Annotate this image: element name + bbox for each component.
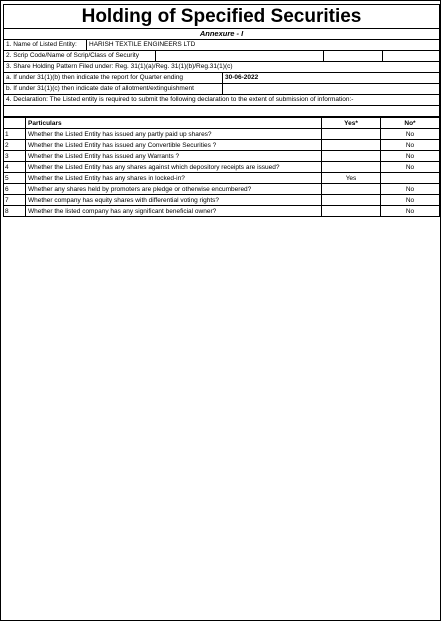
row-number: 1	[4, 129, 26, 140]
quarter-row	[3, 73, 440, 84]
scrip-value-3	[382, 51, 441, 61]
row-number: 4	[4, 162, 26, 173]
entity-label: 1. Name of Listed Entity:	[6, 41, 77, 48]
row-yes	[322, 151, 381, 162]
row-no: No	[381, 140, 440, 151]
scrip-row	[3, 51, 440, 62]
table-row	[4, 206, 440, 217]
row-yes	[322, 140, 381, 151]
header-yes: Yes*	[322, 118, 381, 129]
scrip-value-2	[323, 51, 382, 61]
scrip-value-1	[155, 51, 323, 61]
row-no: No	[381, 162, 440, 173]
table-row	[4, 184, 440, 195]
row-question: Whether the listed company has any significant beneficial owner?	[26, 206, 322, 217]
scrip-label: 2. Scrip Code/Name of Scrip/Class of Security	[6, 52, 139, 59]
header-particulars: Particulars	[26, 118, 322, 129]
row-no	[381, 173, 440, 184]
row-yes	[322, 206, 381, 217]
row-yes	[322, 162, 381, 173]
row-yes: Yes	[322, 173, 381, 184]
header-no: No*	[381, 118, 440, 129]
allotment-row	[3, 84, 440, 95]
declaration-table	[3, 117, 440, 217]
header-number	[4, 118, 26, 129]
row-number: 8	[4, 206, 26, 217]
annexure-label: Annexure - I	[3, 28, 440, 40]
table-row	[4, 162, 440, 173]
row-number: 6	[4, 184, 26, 195]
quarter-label: a. If under 31(1)(b) then indicate the report for Quarter ending	[6, 74, 184, 81]
allotment-label: b. If under 31(1)(c) then indicate date of allotment/extinguishment	[6, 85, 194, 92]
entity-value: HARISH TEXTILE ENGINEERS LTD	[86, 40, 441, 50]
table-row	[4, 129, 440, 140]
row-no: No	[381, 151, 440, 162]
entity-row	[3, 40, 440, 51]
pattern-label: 3. Share Holding Pattern Filed under: Reg. 31(1)(a)/Reg. 31(1)(b)/Reg.31(1)(c)	[6, 63, 233, 70]
row-question: Whether the Listed Entity has any shares against which depository receipts are issued?	[26, 162, 322, 173]
row-question: Whether the Listed Entity has issued any Warrants ?	[26, 151, 322, 162]
row-number: 3	[4, 151, 26, 162]
table-row	[4, 195, 440, 206]
row-question: Whether any shares held by promoters are pledge or otherwise encumbered?	[26, 184, 322, 195]
pattern-row	[3, 62, 440, 73]
row-yes	[322, 195, 381, 206]
row-no: No	[381, 195, 440, 206]
allotment-value	[222, 84, 441, 94]
declaration-text: 4. Declaration: The Listed entity is required to submit the following declaration to the extent of submission of information:-	[6, 96, 354, 103]
table-row	[4, 140, 440, 151]
row-yes	[322, 129, 381, 140]
row-question: Whether the Listed Entity has any shares in locked-in?	[26, 173, 322, 184]
table-header-row	[4, 118, 440, 129]
row-question: Whether company has equity shares with differential voting rights?	[26, 195, 322, 206]
row-yes	[322, 184, 381, 195]
row-question: Whether the Listed Entity has issued any Convertible Securities ?	[26, 140, 322, 151]
row-number: 2	[4, 140, 26, 151]
row-number: 5	[4, 173, 26, 184]
row-question: Whether the Listed Entity has issued any partly paid up shares?	[26, 129, 322, 140]
row-number: 7	[4, 195, 26, 206]
spacer-row	[3, 106, 440, 117]
table-row	[4, 173, 440, 184]
row-no: No	[381, 184, 440, 195]
table-row	[4, 151, 440, 162]
row-no: No	[381, 206, 440, 217]
row-no: No	[381, 129, 440, 140]
page-title: Holding of Specified Securities	[3, 4, 440, 28]
quarter-value: 30-06-2022	[222, 73, 441, 83]
declaration-row	[3, 95, 440, 106]
